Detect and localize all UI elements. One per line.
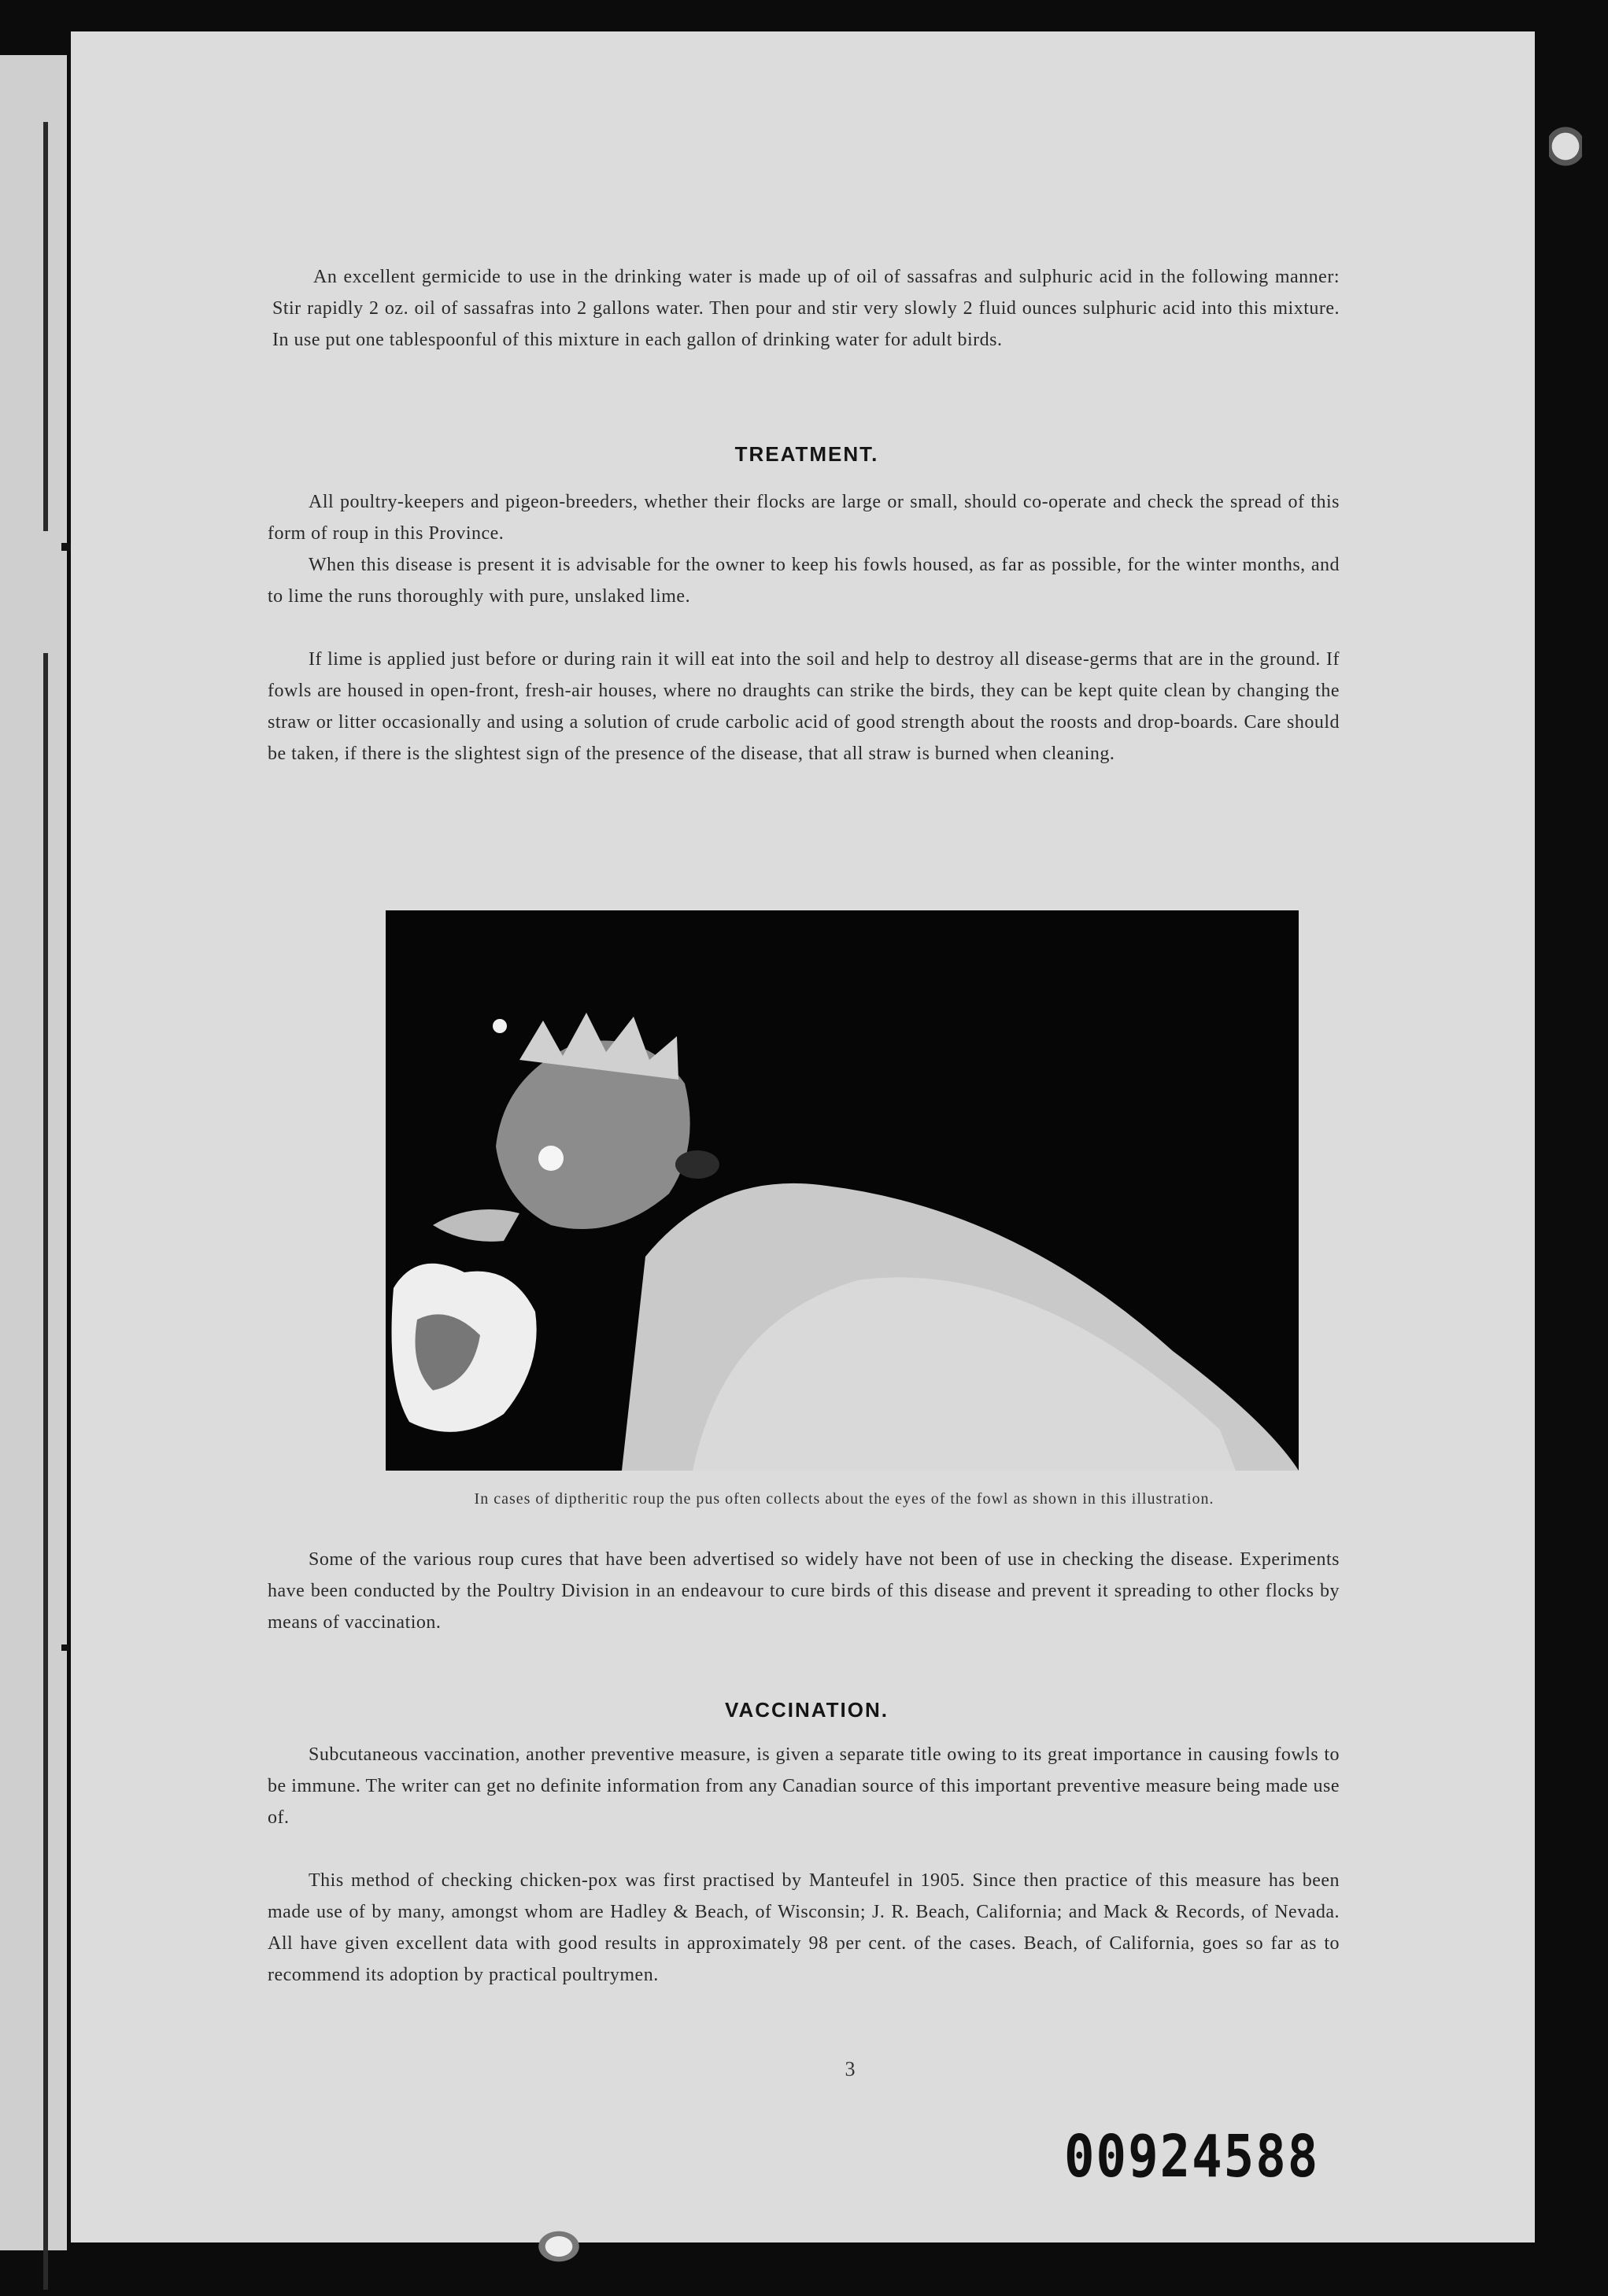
after-photo-paragraph: Some of the various roup cures that have been advertised so widely have not been of use in checking the disease. Experiments have been conducted by the Poultry Division in an endeavour to cure birds of this disease and prevent it spreading to other flocks by means of vaccination. xyxy=(268,1549,1340,1633)
adjacent-page-edge xyxy=(0,55,67,2250)
page-number: 3 xyxy=(845,2058,856,2080)
intro-paragraph: An excellent germicide to use in the drinking water is made up of oil of sassafras and sulphuric acid in the following manner: Stir rapidly 2 oz. oil of sassafras into 2 gallons water. Then pour and stir very slowly 2 fluid ounces sulphuric acid into this mixture. In use put one tablespoonful of this mixture in each gallon of drinking water for adult birds. xyxy=(272,267,1340,350)
binding-line xyxy=(43,122,48,531)
scan-artifact xyxy=(1549,118,1582,181)
binding-line xyxy=(43,653,48,2290)
archive-stamp-number: 00924588 xyxy=(1064,2124,1320,2191)
scan-artifact xyxy=(527,2223,590,2270)
treatment-heading: TREATMENT. xyxy=(734,442,879,466)
treatment-paragraph: If lime is applied just before or during rain it will eat into the soil and help to destroy all disease-germs that are in the ground. If fowls are housed in open-front, fresh-air houses, where no draughts can strike the birds, they can be kept quite clean by changing the straw or litter occasionally and using a solution of crude carbolic acid of good strength about the roosts and drop-boards. Care should be taken, if there is the slightest sign of the presence of the disease, that all straw is burned when cleaning. xyxy=(268,649,1340,764)
margin-mark xyxy=(61,1644,69,1651)
vaccination-paragraph: This method of checking chicken-pox was first practised by Manteufel in 1905. Since then practice of this measure has been made use of by many, amongst whom are Hadley & Beach, of Wisconsin; J. R. Beach, California; and Mack & Records, of Nevada. All have given excellent data with good results in approximately 98 per cent. of the cases. Beach, of California, goes so far as to recommend its adoption by practical poultrymen. xyxy=(268,1870,1340,1985)
treatment-paragraph: When this disease is present it is advisable for the owner to keep his fowls housed, as far as possible, for the winter months, and to lime the runs thoroughly with pure, unslaked lime. xyxy=(268,555,1340,607)
vaccination-paragraph: Subcutaneous vaccination, another preventive measure, is given a separate title owing to its great importance in causing fowls to be immune. The writer can get no definite information from any Canadian source of this important preventive measure being made use of. xyxy=(268,1744,1340,1828)
rooster-photo xyxy=(386,910,1299,1471)
margin-mark xyxy=(61,543,71,551)
photo-caption: In cases of diptheritic roup the pus often collects about the eyes of the fowl as shown in this illustration. xyxy=(474,1490,1214,1508)
document-page xyxy=(71,31,1535,2242)
vaccination-heading: VACCINATION. xyxy=(725,1698,889,1722)
treatment-paragraph: All poultry-keepers and pigeon-breeders, whether their flocks are large or small, should co-operate and check the spread of this form of roup in this Province. xyxy=(268,492,1340,544)
